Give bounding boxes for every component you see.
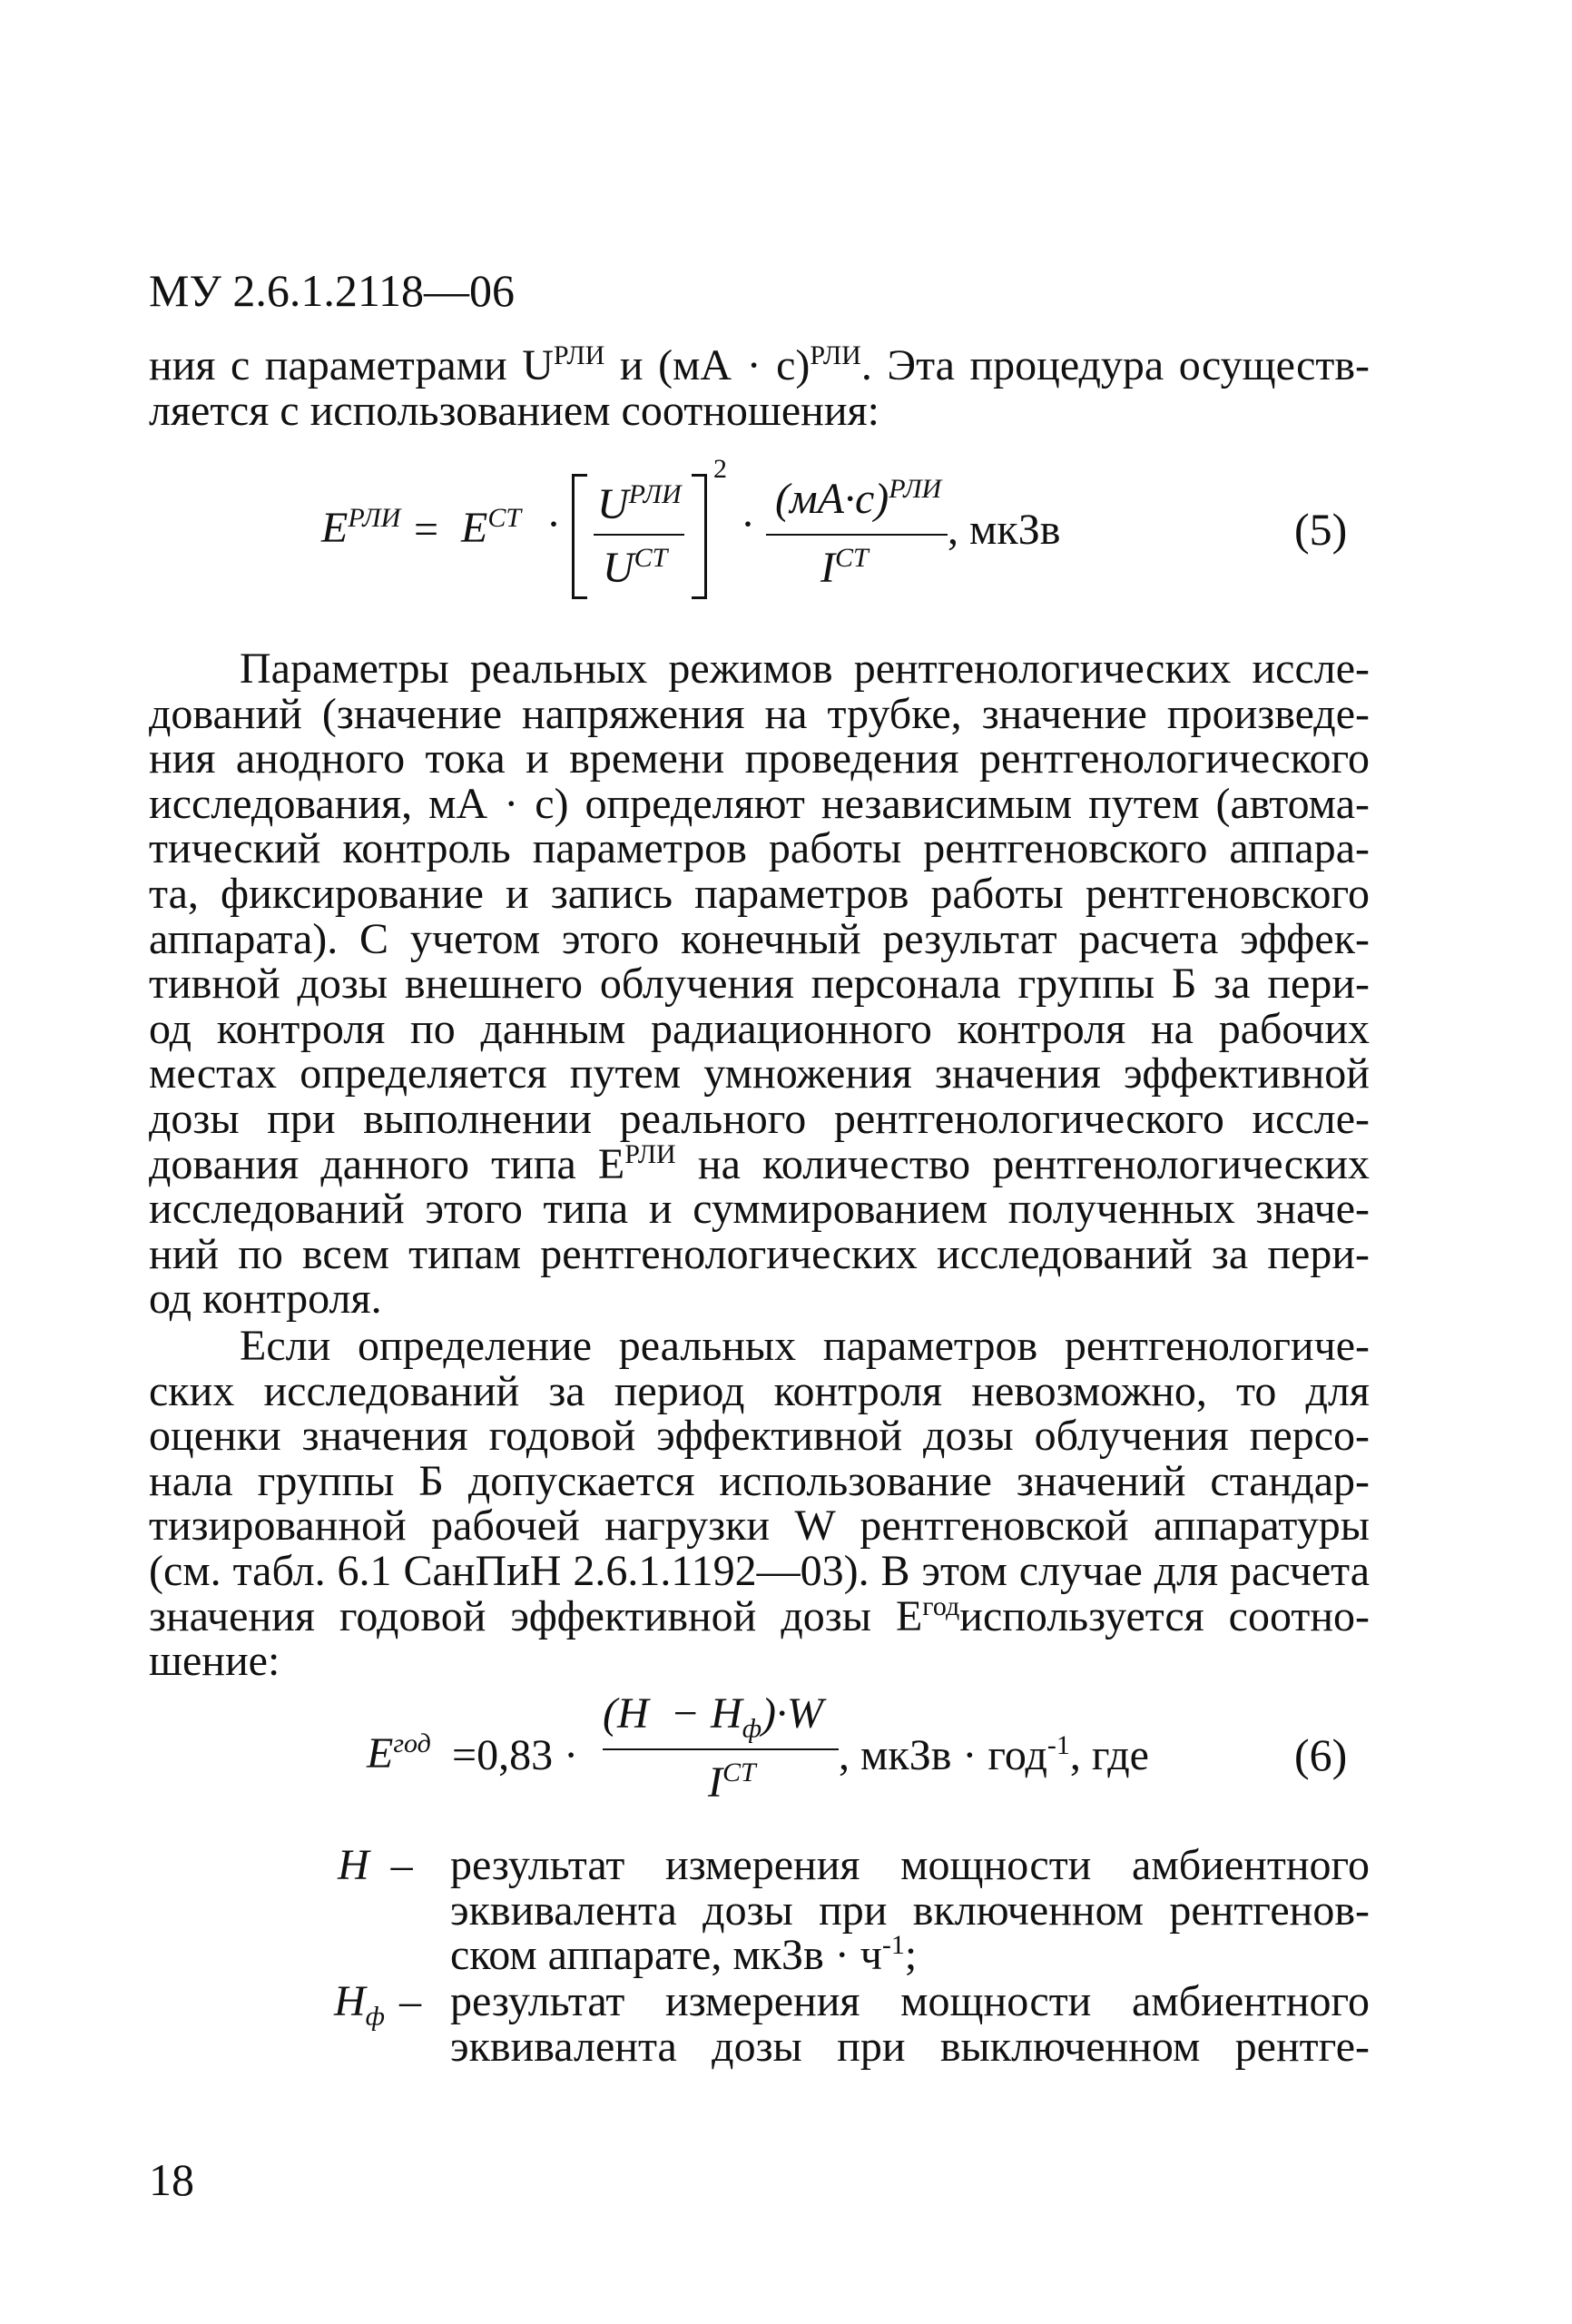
right-bracket [692,474,707,599]
formula-5-number: (5) [1294,504,1348,555]
fraction-bar-3 [603,1748,839,1750]
definition-symbol-h: H – [338,1841,413,1889]
left-bracket [572,474,587,599]
paragraph-2: Если определение реальных параметров рентгенологиче- ских исследований за период контроля невозможно, то для оценки значения годовой эффективной дозы облучения персо- нала группы Б допускается использование значений стандар- тизированной рабочей нагрузки W рентгеновской аппаратуры (см. табл. 6.1 СанПиН 2.6.1.1192—03). В этом случае для расчета значения годовой эффективной дозы $Е^{год}используется$ соотно- шение: [149,1322,1371,1686]
intro-text [149,340,1371,435]
definition-h-text: результат измерения мощности амбиентного эквивалента дозы при включенном рентгенов- ском аппарате, мкЗв · $ч^{-1}$; [450,1841,1370,1980]
page-number: 18 [149,2154,194,2205]
intro-line-1: ния с параметрами $U^{РЛИ}$ и (мА · с)$^{РЛИ}$. Эта процедура осуществ- [149,340,1371,389]
formula-5: $E^{РЛИ}$ = $E^{СТ}$ · 2 $U^{РЛИ}$ $U^{СТ}$ · $(мА\cdot с)^{РЛИ}$ $I^{СТ}$ , мкЗв (5) [149,454,1370,608]
definition-symbol-hf: $H_ф$ – [334,1977,421,2032]
intro-line-2: ляется с использованием соотношения: [149,386,879,435]
definition-hf-text: результат измерения мощности амбиентного эквивалента дозы при выключенном рентге- [450,1977,1370,2071]
paragraph-1: Параметры реальных режимов рентгенологических иссле- дований (значение напряжения на трубке, значение произведе- ния анодного тока и времени проведения рентгенологического исследования, мА · с) определяют независимым путем (автома- тический контроль параметров работы рентгеновского аппара- та, фиксирование и запись параметров работы рентгеновского аппарата). С учетом этого конечный результат расчета эффек- тивной дозы внешнего облучения персонала группы Б за пери- од контроля по данным радиационного контроля на рабочих местах определяется путем умножения значения эффективной дозы при выполнении реального рентгенологического иссле- дования данного типа $Е^{РЛИ}$ на количество рентгенологических исследований этого типа и суммированием полученных значе- ний по всем типам рентгенологических исследований за пери- од контроля. [149,645,1370,1324]
fraction-bar-1 [594,534,684,536]
fraction-bar-2 [766,534,948,536]
formula-6-number: (6) [1294,1729,1348,1780]
document-code-header: МУ 2.6.1.2118—06 [149,265,516,316]
formula-6: $E^{год}$ =0,83 · $(H - H_ф)\cdot W$ $I^{СТ}$ , мкЗв · год$^{-1}$, где (6) [367,1689,1348,1807]
